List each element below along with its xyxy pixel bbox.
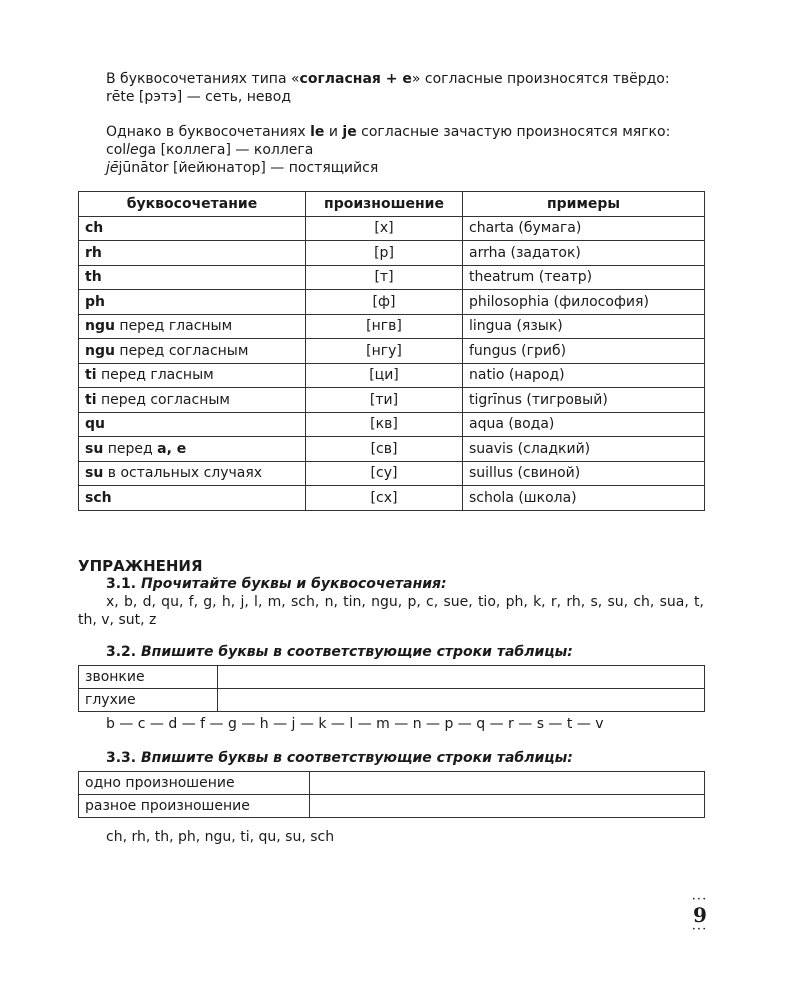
exercise-3-3-table	[78, 771, 705, 818]
cell-pronunciation: [р]	[306, 241, 463, 266]
table-row	[79, 363, 705, 388]
cell-example: tigrīnus (тигровый)	[463, 388, 705, 413]
table-row	[79, 216, 705, 241]
cell-example: suillus (свиной)	[463, 461, 705, 486]
exercise-3-3-letters: ch, rh, th, ph, ngu, ti, qu, su, sch	[106, 828, 335, 845]
example-rete: rēte [рэтэ] — сеть, невод	[106, 89, 292, 105]
cell-example: arrha (задаток)	[463, 241, 705, 266]
page-number	[686, 896, 714, 934]
cell-example: aqua (вода)	[463, 412, 705, 437]
table-row	[79, 290, 705, 315]
header-pronunciation: произношение	[306, 192, 463, 217]
cell-example: natio (народ)	[463, 363, 705, 388]
cell-pronunciation: [нгв]	[306, 314, 463, 339]
example-collega: collega [коллега] — коллега	[106, 142, 314, 158]
row-label-varied-pronunciation: разное произношение	[79, 794, 310, 817]
cell-example: theatrum (театр)	[463, 265, 705, 290]
table-row	[79, 339, 705, 364]
cell-example: suavis (сладкий)	[463, 437, 705, 462]
cell-pronunciation: [т]	[306, 265, 463, 290]
table-row	[79, 688, 705, 711]
exercise-3-1-heading: 3.1. Прочитайте буквы и буквосочетания:	[106, 575, 447, 592]
exercise-3-1-text: x, b, d, qu, f, g, h, j, l, m, sch, n, tin, ngu, p, c, sue, tio, ph, k, r, rh, s, su, ch, sua, t, th, v, sut, z	[78, 593, 704, 628]
cell-pronunciation: [ци]	[306, 363, 463, 388]
table-row	[79, 412, 705, 437]
cell-pronunciation: [су]	[306, 461, 463, 486]
letter-combinations-table	[78, 191, 705, 511]
header-combination: буквосочетание	[79, 192, 306, 217]
answer-cell-voiceless[interactable]	[218, 688, 705, 711]
table-row	[79, 388, 705, 413]
example-jejunator: jējūnātor [йейюнатор] — постящийся	[106, 160, 379, 176]
cell-combination: ph	[79, 290, 306, 315]
cell-pronunciation: [х]	[306, 216, 463, 241]
cell-example: schola (школа)	[463, 486, 705, 511]
cell-example: fungus (гриб)	[463, 339, 705, 364]
cell-example: lingua (язык)	[463, 314, 705, 339]
cell-combination: sch	[79, 486, 306, 511]
cell-pronunciation: [св]	[306, 437, 463, 462]
table-row	[79, 665, 705, 688]
cell-pronunciation: [ф]	[306, 290, 463, 315]
table-row	[79, 437, 705, 462]
exercise-3-3-heading: 3.3. Впишите буквы в соответствующие строки таблицы:	[106, 749, 573, 766]
exercise-3-2-table	[78, 665, 705, 712]
dots-bottom-decoration: ···	[692, 925, 708, 935]
cell-pronunciation: [нгу]	[306, 339, 463, 364]
table-row	[79, 771, 705, 794]
dots-top-decoration: ···	[692, 895, 708, 905]
answer-cell-voiced[interactable]	[218, 665, 705, 688]
exercises-title: УПРАЖНЕНИЯ	[78, 556, 203, 575]
cell-example: philosophia (философия)	[463, 290, 705, 315]
cell-pronunciation: [сх]	[306, 486, 463, 511]
table-row	[79, 265, 705, 290]
cell-example: charta (бумага)	[463, 216, 705, 241]
table-header-row	[79, 192, 705, 217]
row-label-single-pronunciation: одно произношение	[79, 771, 310, 794]
page-content	[78, 70, 704, 846]
table-row	[79, 241, 705, 266]
table-row	[79, 486, 705, 511]
row-label-voiceless: глухие	[79, 688, 218, 711]
table-row	[79, 794, 705, 817]
cell-combination: su в остальных случаях	[79, 461, 306, 486]
exercise-3-2-heading: 3.2. Впишите буквы в соответствующие строки таблицы:	[106, 643, 573, 660]
cell-combination: rh	[79, 241, 306, 266]
cell-combination: ngu перед гласным	[79, 314, 306, 339]
cell-combination: su перед a, e	[79, 437, 306, 462]
header-examples: примеры	[463, 192, 705, 217]
answer-cell-single[interactable]	[310, 771, 705, 794]
cell-pronunciation: [кв]	[306, 412, 463, 437]
cell-combination: ch	[79, 216, 306, 241]
cell-combination: ngu перед согласным	[79, 339, 306, 364]
row-label-voiced: звонкие	[79, 665, 218, 688]
cell-combination: th	[79, 265, 306, 290]
cell-combination: ti перед гласным	[79, 363, 306, 388]
cell-pronunciation: [ти]	[306, 388, 463, 413]
intro-paragraph-2: Однако в буквосочетаниях le и je согласные зачастую произносятся мягко:	[106, 124, 671, 140]
cell-combination: qu	[79, 412, 306, 437]
table-row	[79, 314, 705, 339]
page-number-value: 9	[693, 903, 707, 927]
table-row	[79, 461, 705, 486]
exercise-3-2-letters: b — c — d — f — g — h — j — k — l — m — n — p — q — r — s — t — v	[106, 715, 604, 732]
answer-cell-varied[interactable]	[310, 794, 705, 817]
cell-combination: ti перед согласным	[79, 388, 306, 413]
intro-paragraph-1: В буквосочетаниях типа «согласная + е» согласные произносятся твёрдо:	[106, 71, 670, 87]
